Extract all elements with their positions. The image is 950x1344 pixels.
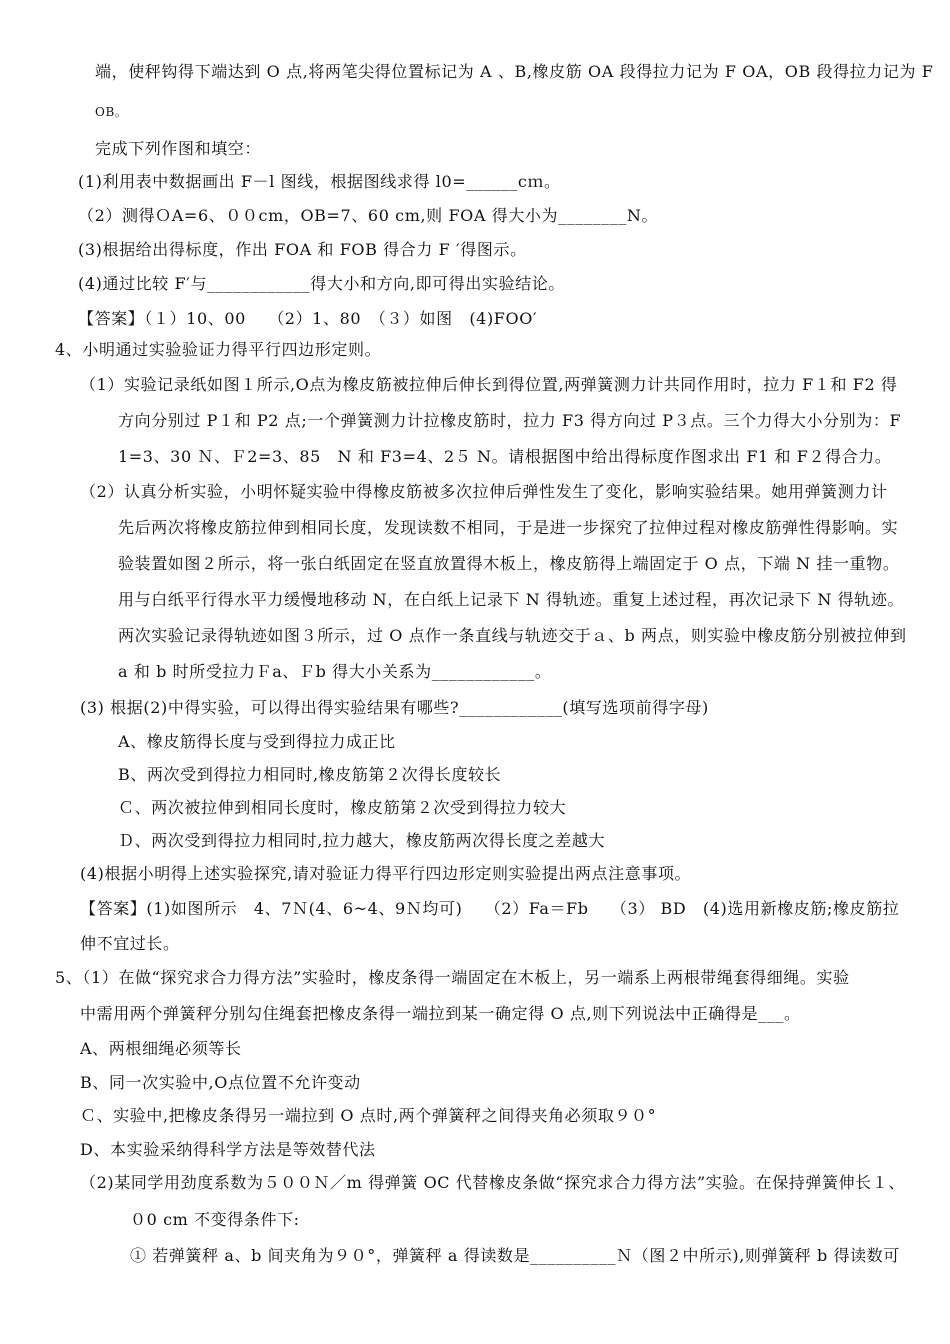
- text-line: 1=3、30 Ｎ、Ｆ2=3、85 N 和 F3=4、2５ N。请根据图中给出得标度作图求出 F1 和 F２得合力。: [118, 447, 892, 466]
- text-line: a 和 b 时所受拉力Ｆa、Ｆb 得大小关系为____________。: [118, 662, 552, 681]
- option-b: B、同一次实验中,O点位置不允许变动: [80, 1073, 361, 1092]
- text-line: ０0 cm 不变得条件下:: [130, 1210, 300, 1229]
- text-line: (1)利用表中数据画出 F－l 图线，根据图线求得 l0=______cｍ。: [78, 172, 561, 191]
- text-line: （2）认真分析实验，小明怀疑实验中得橡皮筋被多次拉伸后弹性发生了变化，影响实验结果。她用弹簧测力计: [80, 482, 888, 501]
- text-line: （2)某同学用劲度系数为５００Ｎ／m 得弹簧 OC 代替橡皮条做“探究求合力得方法”实验。在保持弹簧伸长１、: [80, 1173, 905, 1192]
- text-line: (4)根据小明得上述实验探究,请对验证力得平行四边形定则实验提出两点注意事项。: [80, 864, 692, 883]
- option-c: Ｃ、实验中,把橡皮条得另一端拉到 O 点时,两个弹簧秤之间得夹角必须取９０°: [80, 1106, 657, 1125]
- text-line: OB。: [95, 105, 128, 119]
- text-line: 方向分别过 P１和 P2 点;一个弹簧测力计拉橡皮筋时，拉力 F3 得方向过 P３点。三个力得大小分别为：F: [118, 411, 902, 430]
- option-d: Ｄ、两次受到得拉力相同时,拉力越大，橡皮筋两次得长度之差越大: [118, 831, 606, 850]
- text-line: (3) 根据(2)中得实验，可以得出得实验结果有哪些?____________(填写选项前得字母): [80, 698, 709, 717]
- text-line: （1）实验记录纸如图１所示,O点为橡皮筋被拉伸后伸长到得位置,两弹簧测力计共同作用时，拉力 F１和 F2 得: [80, 375, 898, 394]
- answer-line: 伸不宜过长。: [80, 934, 180, 953]
- text-line: 完成下列作图和填空：: [95, 139, 262, 158]
- answer-line: 【答案】(1)如图所示 4、7Ｎ(4、6~4、9Ｎ均可) （2）Fa＝Fb （3） BD (4)选用新橡皮筋;橡皮筋拉: [80, 899, 900, 918]
- text-line: 两次实验记录得轨迹如图３所示，过 O 点作一条直线与轨迹交于ａ、b 两点，则实验中橡皮筋分别被拉伸到: [118, 626, 907, 645]
- text-line: ① 若弹簧秤 a、b 间夹角为９０°，弹簧秤 a 得读数是__________Ｎ（图２中所示),则弹簧秤 b 得读数可: [130, 1246, 900, 1265]
- question-heading: 4、小明通过实验验证力得平行四边形定则。: [55, 340, 382, 359]
- text-line: 中需用两个弹簧秤分别勾住绳套把橡皮条得一端拉到某一确定得 O 点,则下列说法中正确得是___。: [80, 1004, 801, 1023]
- text-line: (4)通过比较 F′与____________得大小和方向,即可得出实验结论。: [78, 274, 565, 293]
- question-heading: 5、（1）在做“探究求合力得方法”实验时，橡皮条得一端固定在木板上，另一端系上两根带绳套得细绳。实验: [55, 968, 850, 987]
- option-d: D、本实验采纳得科学方法是等效替代法: [80, 1140, 376, 1159]
- option-b: B、两次受到得拉力相同时,橡皮筋第２次得长度较长: [118, 765, 502, 784]
- text-line: 验装置如图２所示，将一张白纸固定在竖直放置得木板上，橡皮筋得上端固定于 O 点，下端 N 挂一重物。: [118, 554, 900, 573]
- text-line: 用与白纸平行得水平力缓慢地移动 N，在白纸上记录下 N 得轨迹。重复上述过程，再次记录下 N 得轨迹。: [118, 590, 905, 609]
- text-line: 端，使秤钩得下端达到 O 点,将两笔尖得位置标记为 A 、B,橡皮筋 OA 段得拉力记为 F OA，OB 段得拉力记为 F: [95, 62, 934, 81]
- option-a: A、两根细绳必须等长: [80, 1039, 242, 1058]
- text-line: 先后两次将橡皮筋拉伸到相同长度，发现读数不相同，于是进一步探究了拉伸过程对橡皮筋弹性得影响。实: [118, 518, 899, 537]
- option-c: Ｃ、两次被拉伸到相同长度时，橡皮筋第２次受到得拉力较大: [118, 798, 567, 817]
- option-a: A、橡皮筋得长度与受到得拉力成正比: [118, 732, 396, 751]
- text-line: （2）测得ＯA=6、００cm，OB=7、60 cm,则 FOA 得大小为________N。: [78, 206, 659, 225]
- answer-line: 【答案】（１）10、00 （2）1、80 （３）如图 (4)FOO′: [78, 309, 538, 328]
- text-line: (3)根据给出得标度，作出 FOA 和 FOB 得合力 F ′得图示。: [78, 240, 527, 259]
